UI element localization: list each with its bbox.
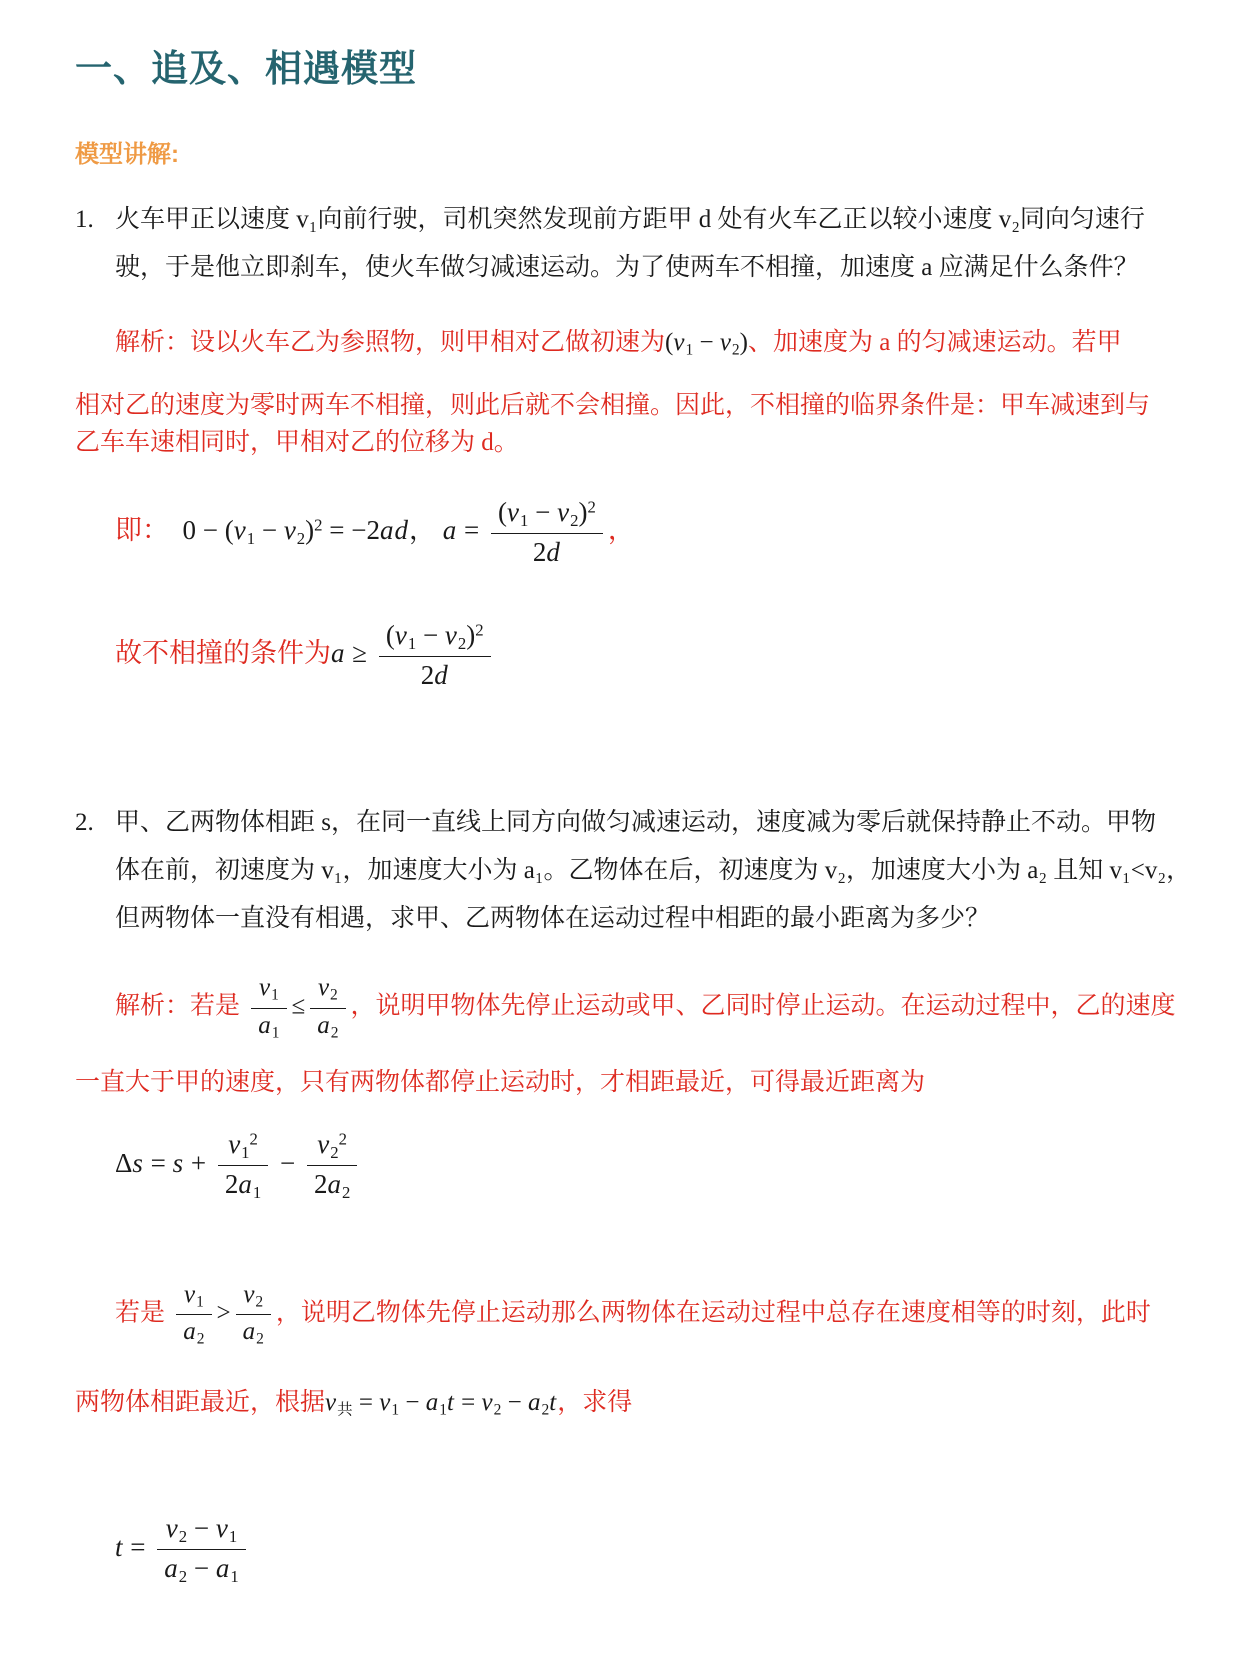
fraction (236, 1280, 271, 1350)
text-run: 即： (115, 514, 169, 545)
math-run: ≤ (291, 992, 306, 1020)
fraction (218, 1128, 268, 1204)
solution-1-line-3 (75, 424, 1202, 461)
formula-no-collision-condition (75, 619, 1202, 692)
fraction (379, 619, 491, 692)
fraction-denominator: $a_2 - a_1$ (164, 1553, 239, 1587)
formula-kinematics-equation (75, 496, 1202, 569)
text-run: ，说明乙物体先停止运动那么两物体在运动过程中总存在速度相等的时刻，此时 (275, 1299, 1151, 1327)
problem-1-body (115, 196, 1145, 292)
problem-2-number: 2. (75, 809, 94, 837)
math-run: $(v_1 - v_2)$ (665, 329, 748, 359)
problem-1-line-2: 驶，于是他立即刹车，使火车做匀减速运动。为了使两车不相撞，加速度 a 应满足什么条件？ (115, 254, 1139, 281)
problem-2-line-3: 但两物体一直没有相遇，求甲、乙两物体在运动过程中相距的最小距离为多少？ (115, 905, 991, 933)
problem-2 (75, 799, 1202, 943)
fraction (176, 1280, 211, 1350)
math-run: Δs = s + (115, 1148, 213, 1179)
fraction-denominator: $a_1$ (258, 1011, 280, 1042)
solution-1-line-1 (75, 322, 1202, 372)
fraction-numerator: $v_2$ (236, 1280, 271, 1315)
solution-1-line-2 (75, 387, 1202, 424)
fraction (491, 496, 603, 569)
math-run: > (216, 1299, 231, 1327)
text-run: 故不相撞的条件为 (115, 637, 331, 668)
subsection-label: 模型讲解: (75, 141, 179, 168)
text-run: ，说明甲物体先停止运动或甲、乙同时停止运动。在运动过程中，乙的速度 (350, 992, 1176, 1020)
fraction-numerator: $v_1$ (176, 1280, 211, 1315)
fraction-numerator: $v_2^2$ (307, 1128, 357, 1166)
section-heading: 一、追及、相遇模型 (75, 48, 417, 89)
fraction-numerator: $v_2$ (310, 973, 345, 1008)
solution-2-line-2 (75, 1064, 1202, 1101)
fraction-denominator: $a_2$ (317, 1011, 339, 1042)
text-run: ，求得 (557, 1388, 633, 1416)
fraction-denominator: $a_2$ (242, 1318, 264, 1348)
text-run: 相对乙的速度为零时两车不相撞，则此后就不会相撞。因此，不相撞的临界条件是：甲车减速到与 (75, 391, 1151, 419)
math-run: a = (442, 514, 486, 545)
solution-1-paragraph (75, 322, 1202, 461)
problem-2-body (115, 799, 1191, 943)
formula-minimum-distance (75, 1128, 1202, 1204)
text-run: 解析：设以火车乙为参照物，则甲相对乙做初速为 (115, 329, 666, 356)
solution-2-line-3 (75, 1280, 1202, 1350)
formula-time-of-equal-speed (75, 1512, 1202, 1588)
solution-2-paragraph-2 (75, 1280, 1202, 1431)
math-run: $0 - (v_1 - v_2)^2 = -2ad$， (169, 514, 443, 548)
problem-1-number: 1. (75, 206, 94, 233)
fraction (251, 973, 286, 1043)
fraction-denominator: 2d (532, 536, 560, 567)
text-run: ， (607, 514, 635, 545)
fraction-denominator: $2a_2$ (313, 1169, 351, 1203)
text-run: 乙车车速相同时，甲相对乙的位移为 d。 (75, 428, 519, 456)
text-run: 解析：若是 (115, 992, 247, 1020)
fraction-numerator: $v_1^2$ (218, 1128, 268, 1166)
fraction-denominator: $2a_1$ (224, 1169, 262, 1203)
solution-2-line-4 (75, 1383, 1202, 1431)
problem-2-line-2: 体在前，初速度为 v₁，加速度大小为 a₁。乙物体在后，初速度为 v₂，加速度大小为 a₂ 且知 v₁<v₂， (115, 857, 1192, 885)
math-run: − (273, 1148, 302, 1179)
fraction-numerator: $(v_1 - v_2)^2$ (379, 619, 491, 657)
solution-2-paragraph-1 (75, 973, 1202, 1101)
math-run: t = (115, 1532, 153, 1563)
text-run: 一直大于甲的速度，只有两物体都停止运动时，才相距最近，可得最近距离为 (75, 1069, 926, 1097)
text-run: 两物体相距最近，根据 (75, 1388, 326, 1416)
fraction (307, 1128, 357, 1204)
problem-2-line-1: 甲、乙两物体相距 s，在同一直线上同方向做匀减速运动，速度减为零后就保持静止不动。甲物 (115, 809, 1156, 837)
fraction (310, 973, 345, 1043)
solution-2-line-1 (75, 973, 1202, 1043)
text-run: 若是 (115, 1299, 172, 1327)
fraction (157, 1512, 245, 1588)
text-run: 、加速度为 a 的匀减速运动。若甲 (748, 329, 1122, 356)
fraction-denominator: $a_2$ (183, 1318, 205, 1348)
fraction-numerator: $v_1$ (251, 973, 286, 1008)
fraction-numerator: $v_2 - v_1$ (157, 1512, 245, 1550)
fraction-numerator: $(v_1 - v_2)^2$ (491, 496, 603, 534)
math-run: $v_共 = v_1 - a_1t = v_2 - a_2t$ (325, 1388, 557, 1419)
math-run: a ≥ (331, 637, 374, 668)
problem-1 (75, 196, 1202, 292)
problem-1-line-1: 火车甲正以速度 v₁向前行驶，司机突然发现前方距甲 d 处有火车乙正以较小速度 v₂同向匀速行 (115, 206, 1145, 233)
fraction-denominator: 2d (420, 660, 448, 691)
